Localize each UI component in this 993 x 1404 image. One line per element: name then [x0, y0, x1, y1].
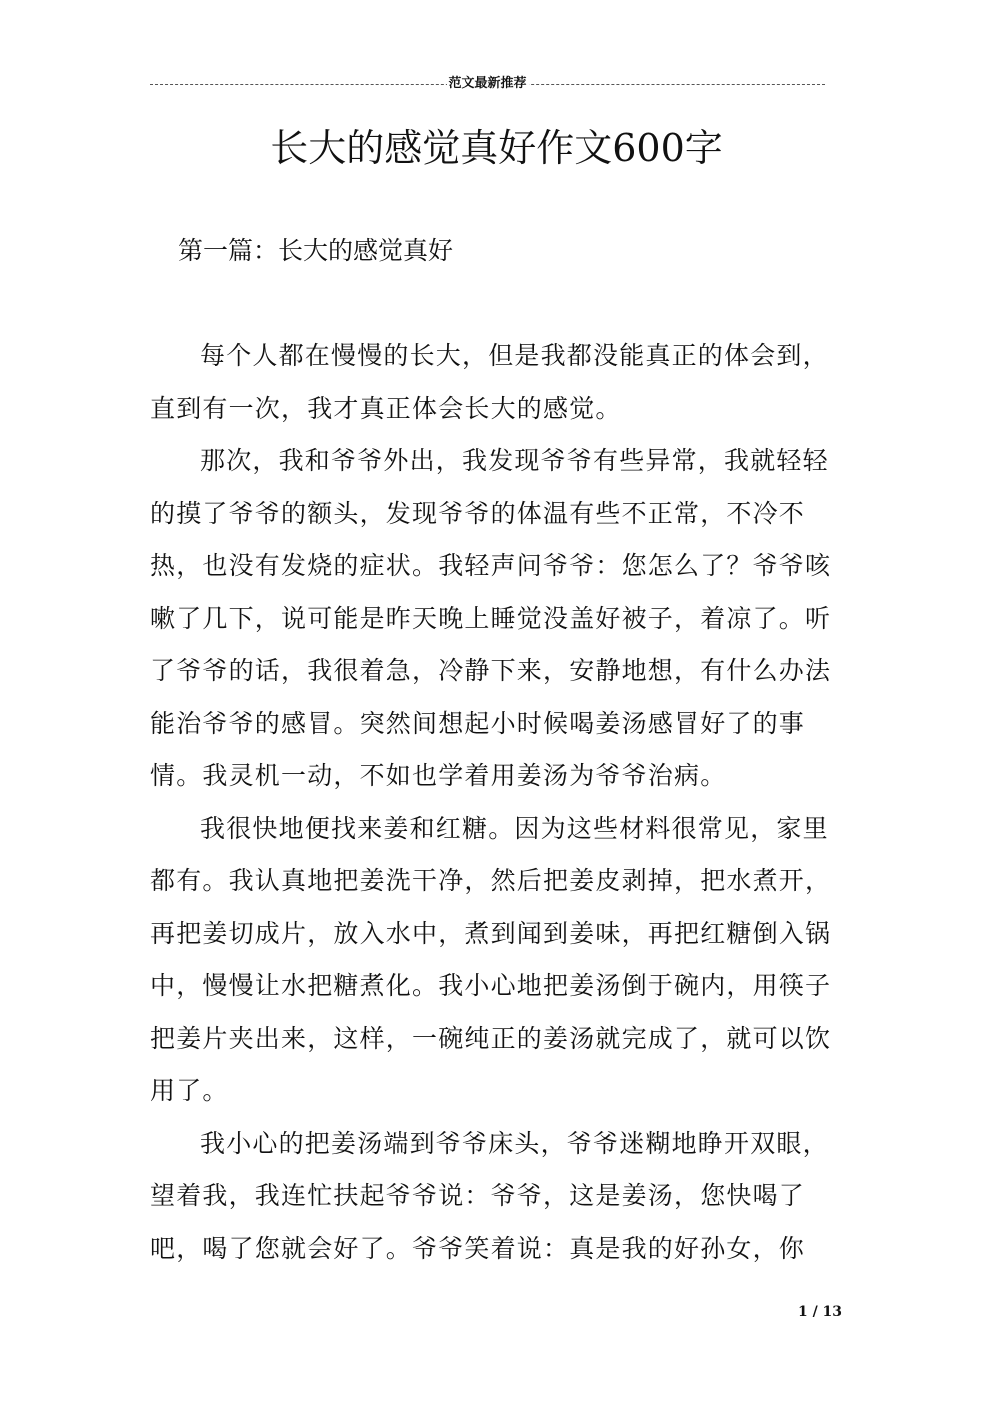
page-number: 1 / 13 [797, 1304, 843, 1320]
paragraph: 我小心的把姜汤端到爷爷床头，爷爷迷糊地睁开双眼，望着我，我连忙扶起爷爷说：爷爷，这是姜汤，您快喝了吧，喝了您就会好了。爷爷笑着说：真是我的好孙女，你 [150, 1128, 829, 1263]
header-label: 范文最新推荐 [446, 74, 528, 94]
page-header [150, 74, 825, 94]
paragraph: 每个人都在慢慢的长大，但是我都没能真正的体会到，直到有一次，我才真正体会长大的感觉。 [150, 341, 829, 423]
document-title: 长大的感觉真好作文600字 [270, 126, 723, 170]
document-body [150, 330, 840, 1275]
paragraph: 我很快地便找来姜和红糖。因为这些材料很常见，家里都有。我认真地把姜洗干净，然后把姜皮剥掉，把水煮开，再把姜切成片，放入水中，煮到闻到姜味，再把红糖倒入锅中，慢慢让水把糖煮化。我小心地把姜汤倒于碗内，用筷子把姜片夹出来，这样，一碗纯正的姜汤就完成了，就可以饮用了。 [150, 813, 832, 1105]
paragraph: 那次，我和爷爷外出，我发现爷爷有些异常，我就轻轻的摸了爷爷的额头，发现爷爷的体温有些不正常，不冷不热，也没有发烧的症状。我轻声问爷爷：您怎么了？爷爷咳嗽了几下，说可能是昨天晚上睡觉没盖好被子，着凉了。听了爷爷的话，我很着急，冷静下来，安静地想，有什么办法能治爷爷的感冒。突然间想起小时候喝姜汤感冒好了的事情。我灵机一动，不如也学着用姜汤为爷爷治病。 [150, 446, 832, 790]
document-subtitle: 第一篇：长大的感觉真好 [178, 236, 454, 265]
